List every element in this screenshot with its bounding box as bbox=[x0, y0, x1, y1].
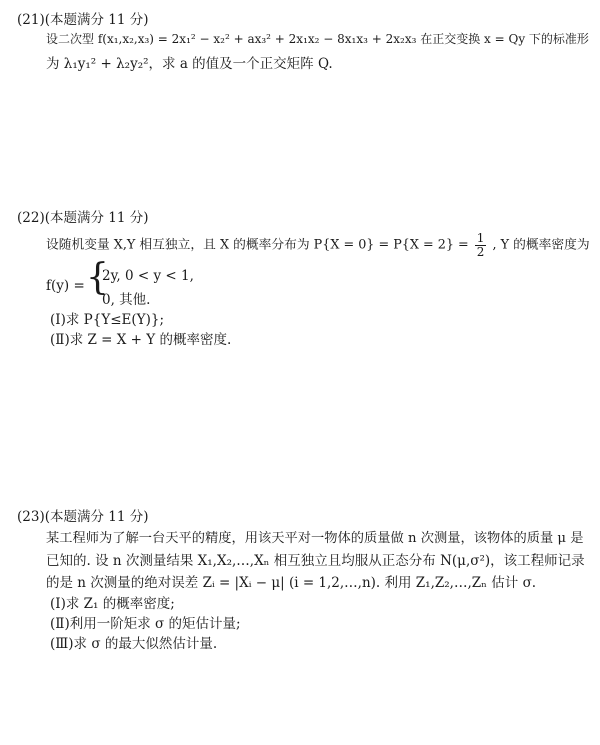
problem-22-part-1: (Ⅰ)求 P{Y≤E(Y)}; bbox=[50, 312, 164, 328]
problem-23-line-2: 已知的. 设 n 次测量结果 X₁,X₂,…,Xₙ 相互独立且均服从正态分布 N(μ,σ²)，该工程师记录 bbox=[46, 553, 585, 569]
problem-21-line-2: 为 λ₁y₁² + λ₂y₂²，求 a 的值及一个正交矩阵 Q. bbox=[46, 56, 333, 72]
density-case-2: 0, 其他. bbox=[102, 292, 151, 308]
problem-22-heading: (22)(本题满分 11 分) bbox=[17, 210, 149, 226]
density-case-1: 2y, 0 < y < 1, bbox=[102, 268, 194, 284]
problem-22-line-1 bbox=[46, 232, 590, 258]
fraction-one-half bbox=[475, 232, 487, 258]
problem-22-line-1-pre: 设随机变量 X,Y 相互独立，且 X 的概率分布为 P{X = 0} = P{X = 2} = bbox=[46, 237, 469, 253]
problem-23-line-3: 的是 n 次测量的绝对误差 Zᵢ = |Xᵢ − μ| (i = 1,2,…,n). 利用 Z₁,Z₂,…,Zₙ 估计 σ. bbox=[46, 575, 537, 591]
density-label: f(y) = bbox=[46, 278, 85, 294]
left-brace: { bbox=[86, 257, 109, 298]
problem-23-line-1: 某工程师为了解一台天平的精度，用该天平对一物体的质量做 n 次测量，该物体的质量 μ 是 bbox=[46, 531, 584, 546]
problem-22-part-2: (Ⅱ)求 Z = X + Y 的概率密度. bbox=[50, 332, 232, 348]
density-piecewise bbox=[0, 257, 600, 308]
problem-23-part-3: (Ⅲ)求 σ 的最大似然估计量. bbox=[50, 636, 218, 652]
fraction-numerator: 1 bbox=[476, 231, 485, 245]
problem-22-line-1-post: , Y 的概率密度为 bbox=[492, 237, 590, 253]
fraction-denominator: 2 bbox=[476, 244, 485, 259]
problem-21-line-1: 设二次型 f(x₁,x₂,x₃) = 2x₁² − x₂² + ax₃² + 2x₁x₂ − 8x₁x₃ + 2x₂x₃ 在正交变换 x = Qy 下的标准形 bbox=[46, 32, 589, 46]
problem-23-part-1: (Ⅰ)求 Z₁ 的概率密度; bbox=[50, 596, 175, 612]
problem-23-part-2: (Ⅱ)利用一阶矩求 σ 的矩估计量; bbox=[50, 616, 241, 632]
problem-21-heading: (21)(本题满分 11 分) bbox=[17, 12, 149, 28]
problem-23-heading: (23)(本题满分 11 分) bbox=[17, 509, 149, 525]
